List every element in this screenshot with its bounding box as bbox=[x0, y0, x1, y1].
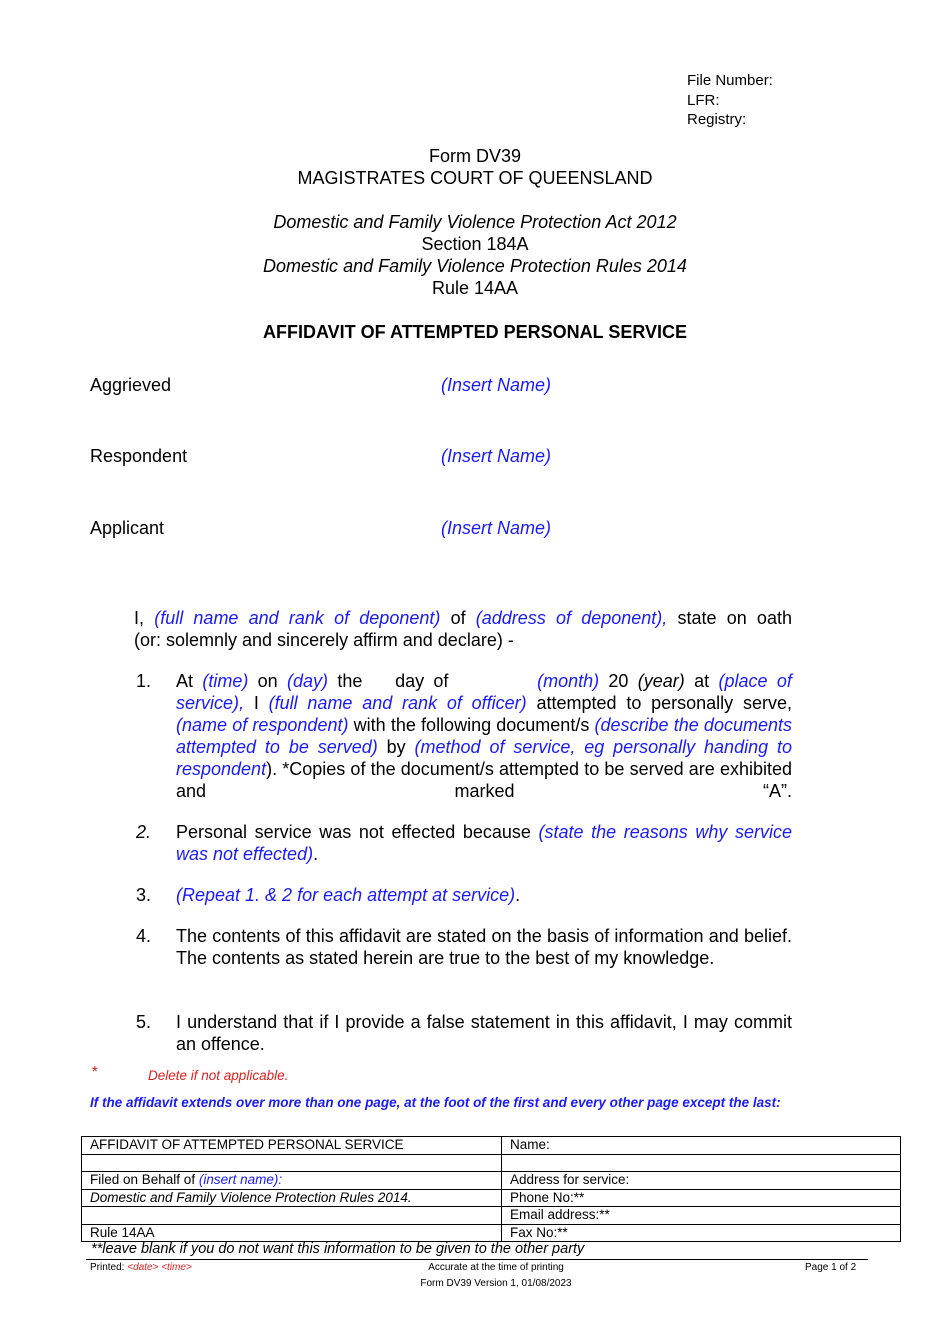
footer-phone-field[interactable]: Phone No:** bbox=[502, 1189, 901, 1207]
item1-at2: at bbox=[694, 671, 710, 691]
item1-twenty: 20 bbox=[608, 671, 629, 691]
footer-empty-cell bbox=[82, 1207, 502, 1225]
item1-attempted: attempted to personally serve, bbox=[536, 693, 792, 713]
party-value-applicant[interactable]: (Insert Name) bbox=[441, 518, 552, 538]
documents-field[interactable]: (describe the documents attempted to be served) bbox=[176, 715, 792, 757]
footer-address-field[interactable]: Address for service: bbox=[502, 1172, 901, 1190]
printed-label: Printed: bbox=[90, 1262, 128, 1273]
intro-of: of bbox=[450, 608, 466, 628]
item1-the: the bbox=[337, 671, 363, 691]
item-1 bbox=[134, 670, 792, 802]
item1-copies: ). *Copies of the document/s attempted to be served are exhibited and marked “A”. bbox=[176, 759, 792, 801]
printed-time: <time> bbox=[161, 1262, 192, 1273]
year-field[interactable]: (year) bbox=[637, 671, 685, 691]
footer-doc-title: AFFIDAVIT OF ATTEMPTED PERSONAL SERVICE bbox=[82, 1137, 502, 1155]
intro-paragraph bbox=[134, 607, 792, 651]
reasons-field[interactable]: (state the reasons why service was not effected) bbox=[176, 822, 792, 864]
item2-period: . bbox=[313, 844, 319, 864]
asterisk-marker: * bbox=[91, 1064, 98, 1081]
continuation-instruction: If the affidavit extends over more than one page, at the foot of the first and every other page except the last: bbox=[90, 1095, 781, 1110]
deponent-address-field[interactable]: (address of deponent), bbox=[475, 608, 668, 628]
item-number: 4. bbox=[136, 926, 152, 946]
item-2 bbox=[134, 821, 792, 865]
file-info bbox=[687, 71, 773, 130]
respondent-name-field[interactable]: (name of respondent) bbox=[176, 715, 349, 735]
item5-text: I understand that if I provide a false statement in this affidavit, I may commit an offence. bbox=[176, 1012, 792, 1054]
item1-i: I bbox=[253, 693, 259, 713]
item-4 bbox=[134, 925, 792, 969]
accurate-note: Accurate at the time of printing bbox=[428, 1262, 564, 1273]
party-label-respondent: Respondent bbox=[90, 446, 188, 466]
item-number: 5. bbox=[136, 1012, 152, 1032]
deponent-name-field[interactable]: (full name and rank of deponent) bbox=[154, 608, 441, 628]
day-field[interactable]: (day) bbox=[287, 671, 329, 691]
lfr-label: LFR: bbox=[687, 91, 720, 109]
item1-with: with the following document/s bbox=[353, 715, 590, 735]
registry-label: Registry: bbox=[687, 111, 747, 128]
item1-at: At bbox=[176, 671, 194, 691]
delete-note: Delete if not applicable. bbox=[148, 1068, 289, 1083]
officer-field[interactable]: (full name and rank of officer) bbox=[268, 693, 527, 713]
party-value-respondent[interactable]: (Insert Name) bbox=[441, 446, 552, 466]
form-number: Form DV39 bbox=[428, 146, 522, 166]
item3-period: . bbox=[515, 885, 521, 905]
party-label-applicant: Applicant bbox=[90, 518, 165, 538]
page-title: AFFIDAVIT OF ATTEMPTED PERSONAL SERVICE bbox=[262, 322, 688, 342]
month-field[interactable]: (month) bbox=[537, 671, 600, 691]
place-field[interactable]: (place of service), bbox=[176, 671, 792, 713]
item4-text: The contents of this affidavit are stated on the basis of information and belief. The contents as stated herein are true to the best of my knowledge. bbox=[176, 926, 792, 968]
footer-empty-cell bbox=[502, 1154, 901, 1172]
footer-rules-ref: Domestic and Family Violence Protection Rules 2014. bbox=[82, 1189, 502, 1207]
intro-affirm: (or: solemnly and sincerely affirm and declare) - bbox=[134, 630, 514, 650]
section-ref: Section 184A bbox=[421, 234, 529, 254]
footer-name-field[interactable]: Name: bbox=[502, 1137, 901, 1155]
act-name: Domestic and Family Violence Protection Act 2012 bbox=[273, 212, 677, 232]
footer-divider bbox=[86, 1259, 868, 1260]
court-name: MAGISTRATES COURT OF QUEENSLAND bbox=[297, 168, 653, 188]
footer-fax-field[interactable]: Fax No:** bbox=[502, 1224, 901, 1242]
file-number-label: File Number: bbox=[687, 72, 773, 89]
rules-name: Domestic and Family Violence Protection Rules 2014 bbox=[263, 256, 687, 276]
rule-ref: Rule 14AA bbox=[431, 278, 519, 298]
item-number: 3. bbox=[136, 885, 152, 905]
form-version: Form DV39 Version 1, 01/08/2023 bbox=[420, 1278, 572, 1289]
footer-rule-ref: Rule 14AA bbox=[82, 1224, 502, 1242]
item-5 bbox=[134, 1011, 792, 1055]
party-label-aggrieved: Aggrieved bbox=[90, 375, 172, 395]
footer-filed-on-behalf[interactable] bbox=[82, 1172, 502, 1190]
intro-i: I, bbox=[134, 608, 145, 628]
insert-name-field[interactable]: (insert name): bbox=[198, 1172, 283, 1188]
item1-by: by bbox=[386, 737, 406, 757]
intro-state-on-oath: state on oath bbox=[677, 608, 792, 628]
footer-empty-cell bbox=[82, 1154, 502, 1172]
filed-on-behalf-label: Filed on Behalf of bbox=[90, 1172, 196, 1188]
blank-note: **leave blank if you do not want this information to be given to the other party bbox=[91, 1241, 585, 1257]
time-field[interactable]: (time) bbox=[202, 671, 249, 691]
item-3 bbox=[134, 884, 792, 906]
page-number: Page 1 of 2 bbox=[805, 1262, 857, 1273]
item2-text: Personal service was not effected because bbox=[176, 822, 531, 842]
footer-table bbox=[81, 1136, 901, 1242]
footer-email-field[interactable]: Email address:** bbox=[502, 1207, 901, 1225]
repeat-instruction: (Repeat 1. & 2 for each attempt at service) bbox=[176, 885, 516, 905]
item-number: 1. bbox=[136, 671, 152, 691]
item-number: 2. bbox=[136, 822, 152, 842]
item1-day-of: day of bbox=[395, 671, 449, 691]
method-field[interactable]: (method of service, eg personally handing to respondent bbox=[176, 737, 792, 779]
item1-on: on bbox=[257, 671, 278, 691]
printed-date: <date> bbox=[127, 1262, 159, 1273]
party-value-aggrieved[interactable]: (Insert Name) bbox=[441, 375, 552, 395]
